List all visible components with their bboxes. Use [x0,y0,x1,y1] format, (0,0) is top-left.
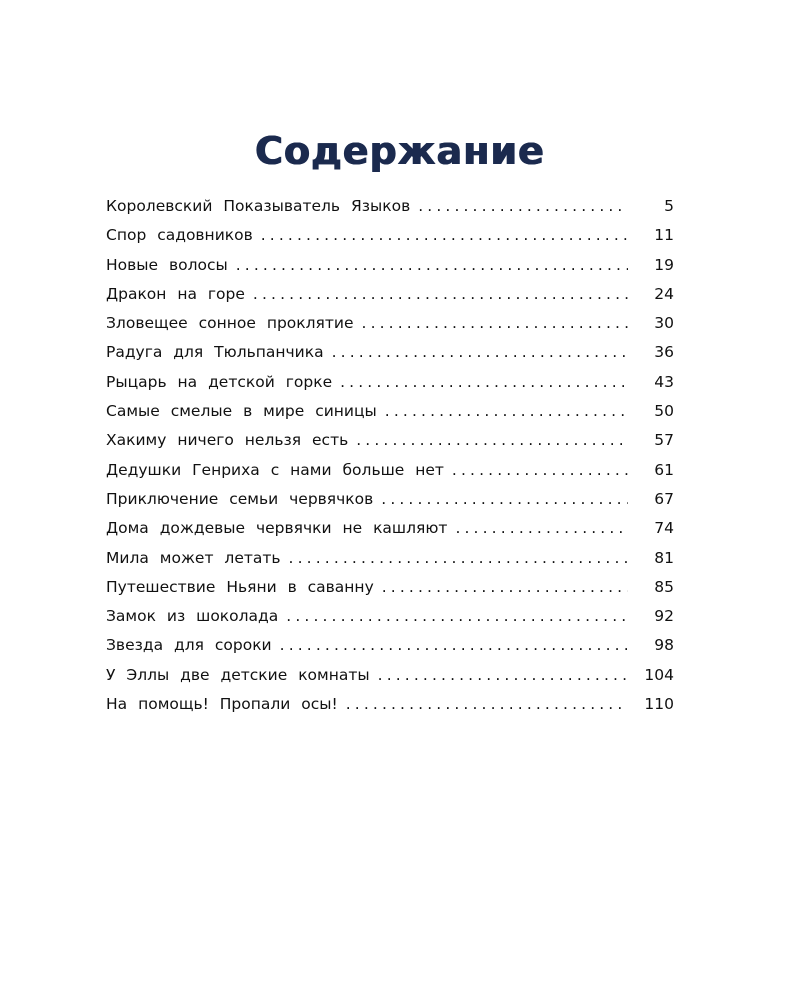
toc-entry-title: Путешествие Ньяни в саванну [106,577,374,596]
toc-entry-page-number: 81 [654,548,674,567]
toc-entry-title: Мила может летать [106,548,281,567]
dot-leader [261,221,628,250]
toc-entry-title: Дома дождевые червячки не кашляют [106,519,448,538]
toc-entry-page-number: 67 [654,489,674,508]
dot-leader [378,661,628,690]
dot-leader [280,631,628,660]
toc-entry-page-number: 92 [654,607,674,626]
toc-entry-page-number: 43 [654,372,674,391]
page-title: Содержание [255,129,545,174]
toc-entry[interactable] [106,690,674,719]
table-of-contents [106,192,674,719]
toc-entry[interactable] [106,309,674,338]
toc-entry[interactable] [106,573,674,602]
dot-leader [253,280,628,309]
toc-entry-page-number: 30 [654,314,674,333]
toc-entry-page-number: 110 [644,695,674,714]
toc-entry[interactable] [106,426,674,455]
dot-leader [455,514,628,543]
dot-leader [340,368,628,397]
toc-entry[interactable] [106,602,674,631]
dot-leader [289,544,628,573]
toc-entry-page-number: 98 [654,636,674,655]
toc-entry-title: Хакиму ничего нельзя есть [106,431,349,450]
toc-entry[interactable] [106,251,674,280]
toc-entry[interactable] [106,456,674,485]
dot-leader [362,309,628,338]
toc-entry-page-number: 61 [654,460,674,479]
dot-leader [452,456,628,485]
toc-entry-title: На помощь! Пропали осы! [106,695,338,714]
dot-leader [356,426,628,455]
dot-leader [385,397,628,426]
toc-entry-title: Королевский Показыватель Языков [106,197,411,215]
toc-entry[interactable] [106,397,674,426]
toc-entry-page-number: 50 [654,402,674,421]
toc-entry-title: Приключение семьи червячков [106,489,374,508]
toc-entry[interactable] [106,280,674,309]
dot-leader [346,690,628,719]
toc-entry-title: Дракон на горе [106,284,245,303]
toc-entry-title: Дедушки Генриха с нами больше нет [106,460,444,479]
dot-leader [418,192,628,221]
toc-entry-page-number: 24 [654,284,674,303]
toc-entry-page-number: 57 [654,431,674,450]
toc-entry[interactable] [106,485,674,514]
toc-entry-title: У Эллы две детские комнаты [106,665,370,684]
toc-entry-page-number: 74 [654,519,674,538]
toc-entry-page-number: 5 [664,197,674,215]
dot-leader [332,338,628,367]
toc-entry-title: Новые волосы [106,255,228,274]
dot-leader [236,251,628,280]
toc-entry-title: Радуга для Тюльпанчика [106,343,324,362]
toc-entry-page-number: 104 [644,665,674,684]
toc-entry-title: Звезда для сороки [106,636,272,655]
toc-entry[interactable] [106,661,674,690]
toc-entry-title: Замок из шоколада [106,607,279,626]
toc-entry-page-number: 19 [654,255,674,274]
toc-entry[interactable] [106,631,674,660]
dot-leader [381,485,628,514]
toc-entry-page-number: 11 [654,226,674,245]
toc-entry[interactable] [106,514,674,543]
dot-leader [382,573,628,602]
toc-entry[interactable] [106,192,674,221]
toc-entry-title: Спор садовников [106,226,253,245]
dot-leader [286,602,628,631]
toc-entry[interactable] [106,368,674,397]
toc-entry-title: Зловещее сонное проклятие [106,314,354,333]
toc-entry-title: Рыцарь на детской горке [106,372,333,391]
toc-entry-page-number: 36 [654,343,674,362]
toc-entry-title: Самые смелые в мире синицы [106,402,377,421]
toc-entry[interactable] [106,544,674,573]
toc-entry-page-number: 85 [654,577,674,596]
toc-entry[interactable] [106,338,674,367]
toc-entry[interactable] [106,221,674,250]
